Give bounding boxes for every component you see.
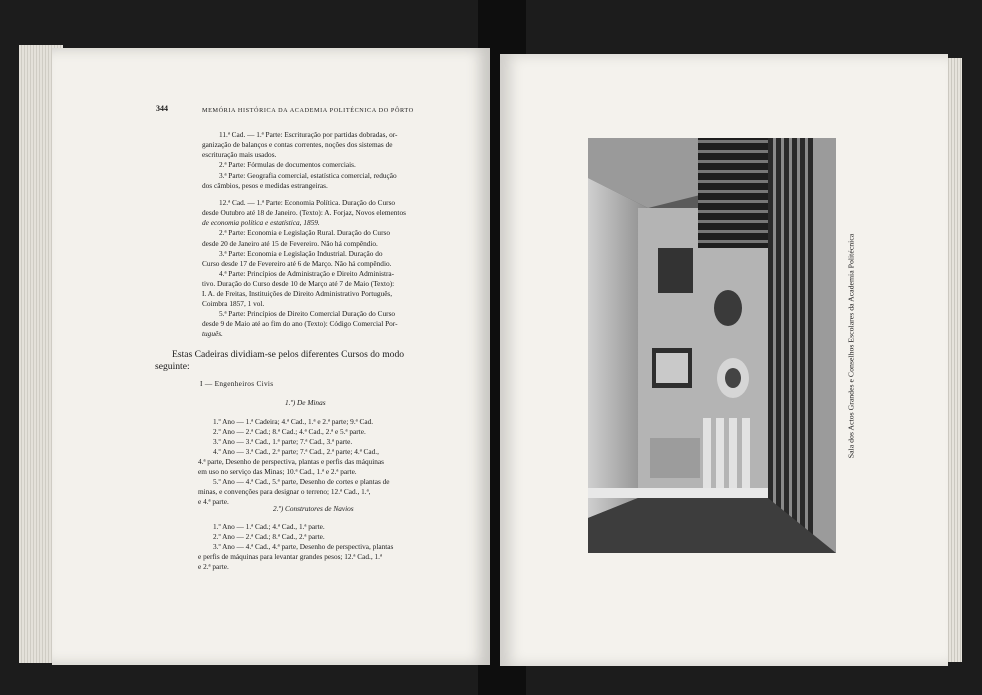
text-line: 12.ª Cad. — 1.ª Parte: Economia Política. Duração do Curso (219, 198, 396, 207)
text-line: e 4.ª parte. (198, 497, 229, 506)
text-line: 4.º Ano — 3.ª Cad., 2.ª parte; 7.ª Cad., 2.ª parte; 4.ª Cad., (213, 447, 379, 456)
hall-photograph (588, 138, 836, 553)
text-line: tuguês. (202, 329, 223, 338)
text-line: 1.º Ano — 1.ª Cadeira; 4.ª Cad., 1.ª e 2.ª parte; 9.ª Cad. (213, 417, 374, 426)
subsection-heading: 1.º) De Minas (285, 398, 326, 407)
text-line: 2.º Ano — 2.ª Cad.; 8.ª Cad.; 4.ª Cad., 2.ª e 5.ª parte. (213, 427, 366, 436)
text-line: 2.ª Parte: Fórmulas de documentos comerciais. (219, 160, 356, 169)
text-line: e perfis de máquinas para levantar grandes pesos; 12.ª Cad., 1.ª (198, 552, 382, 561)
page-number: 344 (156, 104, 168, 113)
text-line: Estas Cadeiras dividiam-se pelos diferentes Cursos do modo (172, 349, 405, 360)
photo-caption (841, 138, 861, 553)
text-line: 4.ª parte, Desenho de perspectiva, plantas e perfis das máquinas (198, 457, 384, 466)
text-line: I. A. de Freitas, Instituições de Direito Administrativo Português, (202, 289, 393, 298)
text-line: e 2.ª parte. (198, 562, 229, 571)
text-line: desde 9 de Maio até ao fim do ano (Texto): Código Comercial Por- (202, 319, 398, 328)
text-line: 2.º Ano — 2.ª Cad.; 8.ª Cad., 2.ª parte. (213, 532, 325, 541)
text-line: 3.º Ano — 3.ª Cad., 1.ª parte; 7.ª Cad., 3.ª parte. (213, 437, 353, 446)
text-line: 11.ª Cad. — 1.ª Parte: Escrituração por partidas dobradas, or- (219, 130, 398, 139)
running-header: MEMÓRIA HISTÓRICA DA ACADEMIA POLITÉCNICA DO PÔRTO (202, 107, 414, 114)
text-line: tivo. Duração do Curso desde 10 de Março até 7 de Maio (Texto): (202, 279, 395, 288)
text-line: Curso desde 17 de Fevereiro até 6 de Março. Não há compêndio. (202, 259, 392, 268)
text-line: em uso no serviço das Minas; 10.ª Cad., 1.ª e 2.ª parte. (198, 467, 357, 476)
text-line: 5.º Ano — 4.ª Cad., 5.ª parte, Desenho de cortes e plantas de (213, 477, 390, 486)
text-line: 3.ª Parte: Economia e Legislação Industrial. Duração do (219, 249, 383, 258)
text-line: 3.º Ano — 4.ª Cad., 4.ª parte, Desenho de perspectiva, plantas (213, 542, 394, 551)
text-line: escrituração mais usados. (202, 150, 277, 159)
text-line: desde 20 de Janeiro até 15 de Fevereiro. Não há compêndio. (202, 239, 378, 248)
text-line: desde Outubro até 18 de Janeiro. (Texto): A. Forjaz, Novos elementos (202, 208, 406, 217)
text-line: ganização de balanços e contas correntes, noções dos sistemas de (202, 140, 393, 149)
text-line: de economia política e estatística, 1859. (202, 218, 320, 227)
photo-caption-text: Sala dos Actos Grandes e Conselhos Escolares da Academia Politécnica (846, 233, 856, 458)
text-line: 2.ª Parte: Economia e Legislação Rural. Duração do Curso (219, 228, 391, 237)
text-line: 3.ª Parte: Geografia comercial, estatística comercial, redução (219, 171, 397, 180)
text-line: 1.º Ano — 1.ª Cad.; 4.ª Cad., 1.ª parte. (213, 522, 325, 531)
subsection-heading: 2.º) Construtores de Navios (273, 504, 354, 513)
text-line: 4.ª Parte: Princípios de Administração e Direito Administra- (219, 269, 395, 278)
text-line: 5.ª Parte: Princípios de Direito Comercial Duração do Curso (219, 309, 396, 318)
text-line: seguinte: (155, 361, 190, 372)
section-heading: I — Engenheiros Civis (200, 379, 274, 388)
text-line: Coimbra 1857, 1 vol. (202, 299, 265, 308)
text-line: dos câmbios, pesos e medidas estrangeiras. (202, 181, 328, 190)
text-line: minas, e convenções para designar o terreno; 12.ª Cad., 1.ª, (198, 487, 371, 496)
